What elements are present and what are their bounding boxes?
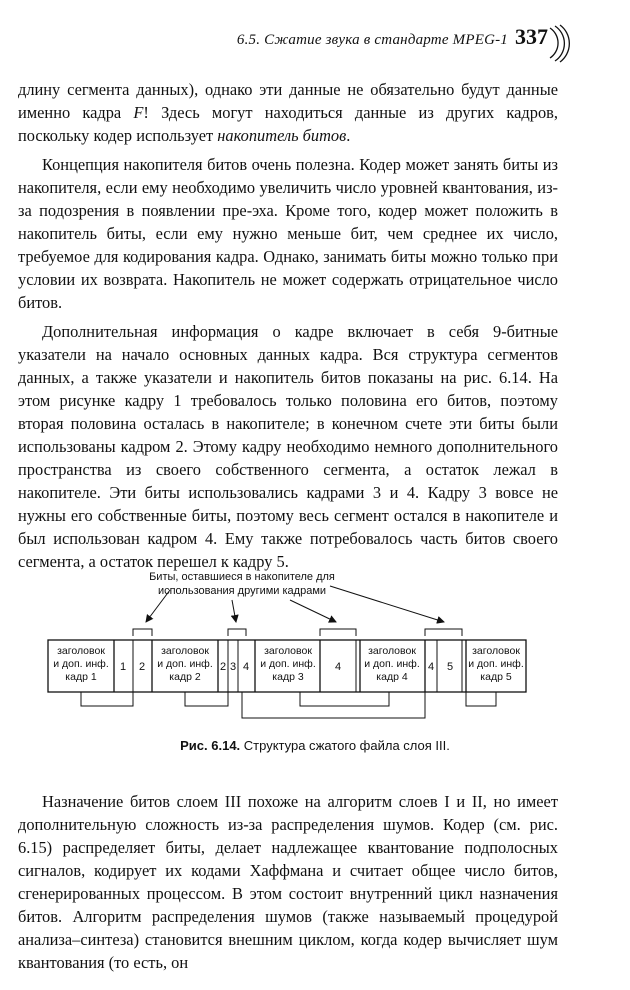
caption-text: Структура сжатого файла слоя III.: [240, 738, 450, 753]
figure-6-14: [0, 560, 630, 760]
paragraph-3: Дополнительная информация о кадре включает в себя 9-битные указатели на начало основных данных кадра. Вся структура сегментов данных, а также указатели и накопитель битов показаны на рис. 6.14. На этом рисунке кадру 1 требовалось только половина его битов, поэтому вторая половина осталась в накопителе; в конечном счете эти биты были использованы кадром 2. Этому кадру необходимо немного дополнительного пространства из своего собственного сегмента, а остаток лежал в накопителе. Эти биты использовались кадрами 3 и 4. Кадру 3 вовсе не нужны его собственные биты, поэтому весь сегмент остался в накопителе и был использован кадром 4. Ему также потребовалось часть битов своего сегмента, а остаток перешел к кадру 5.: [18, 322, 558, 571]
page-number: 337: [515, 24, 548, 49]
header-cell-5-line3: кадр 5: [480, 671, 512, 683]
caption-label: Рис. 6.14.: [180, 738, 241, 753]
bit-reservoir-term: накопитель битов: [217, 126, 347, 145]
annotation-line-2: использования другими кадрами: [157, 585, 327, 597]
data-cell-8: 5: [446, 661, 454, 673]
header-cell-4-line1: заголовок: [368, 645, 416, 657]
body-text-bottom: [18, 790, 558, 974]
data-cell-5: 4: [242, 661, 250, 673]
data-cell-6: 4: [334, 661, 342, 673]
bitstream-diagram: [0, 560, 630, 740]
annotation-line-1: Биты, оставшиеся в накопителе для: [149, 571, 335, 583]
running-title: 6.5. Сжатие звука в стандарте MPEG-1: [236, 32, 508, 48]
paragraph-1: длину сегмента данных), однако эти данные не обязательно будут данные именно кадра F! Здесь могут находиться данные из других кадров, поскольку кодер использует накопитель битов.: [18, 80, 558, 145]
header-cell-2-line3: кадр 2: [169, 671, 201, 683]
data-cell-3: 2: [219, 661, 227, 673]
header-cell-1-line3: кадр 1: [65, 671, 97, 683]
page-number-ornament: [546, 24, 576, 64]
header-cell-3-line1: заголовок: [264, 645, 312, 657]
data-cell-2: 2: [138, 661, 146, 673]
header-cell-4-line3: кадр 4: [376, 671, 408, 683]
header-cell-3-line2: и доп. инф.: [260, 658, 316, 670]
header-cell-1-line1: заголовок: [57, 645, 105, 657]
data-cell-7: 4: [427, 661, 435, 673]
header-cell-5-line1: заголовок: [472, 645, 520, 657]
paragraph-4: Назначение битов слоем III похоже на алгоритм слоев I и II, но имеет дополнительную сложность из-за распределения шумов. Кодер (см. рис. 6.15) распределяет биты, делает надлежащее квантование подполосных сигналов, кодирует их кодами Хаффмана и считает общее число битов, сгенерированных процессом. В этом состоит внутренний цикл назначения битов. Алгоритм распределения шумов (также называемый процедурой анализа–синтеза) становится внешним циклом, когда кодер вычисляет шум квантования (то есть, он: [18, 792, 558, 972]
header-cell-5-line2: и доп. инф.: [468, 658, 524, 670]
header-cell-2-line2: и доп. инф.: [157, 658, 213, 670]
figure-caption: [0, 738, 630, 753]
data-cell-4: 3: [229, 661, 237, 673]
header-cell-4-line2: и доп. инф.: [364, 658, 420, 670]
header-cell-3-line3: кадр 3: [272, 671, 304, 683]
header-cell-1-line2: и доп. инф.: [53, 658, 109, 670]
paragraph-2: Концепция накопителя битов очень полезна. Кодер может занять биты из накопителя, если ему необходимо увеличить число уровней квантования, из-за подозрения в появлении пре-эха. Кроме того, кодер может положить в накопитель биты, если ему нужно меньше бит, чем среднее их число, требуемое для кодирования кадра. Однако, занимать биты можно только при условии их возврата. Накопитель не может содержать отрицательное число битов.: [18, 155, 558, 312]
page-header: [0, 24, 630, 54]
body-text-top: [18, 78, 558, 573]
data-cell-1: 1: [119, 661, 127, 673]
header-cell-2-line1: заголовок: [161, 645, 209, 657]
